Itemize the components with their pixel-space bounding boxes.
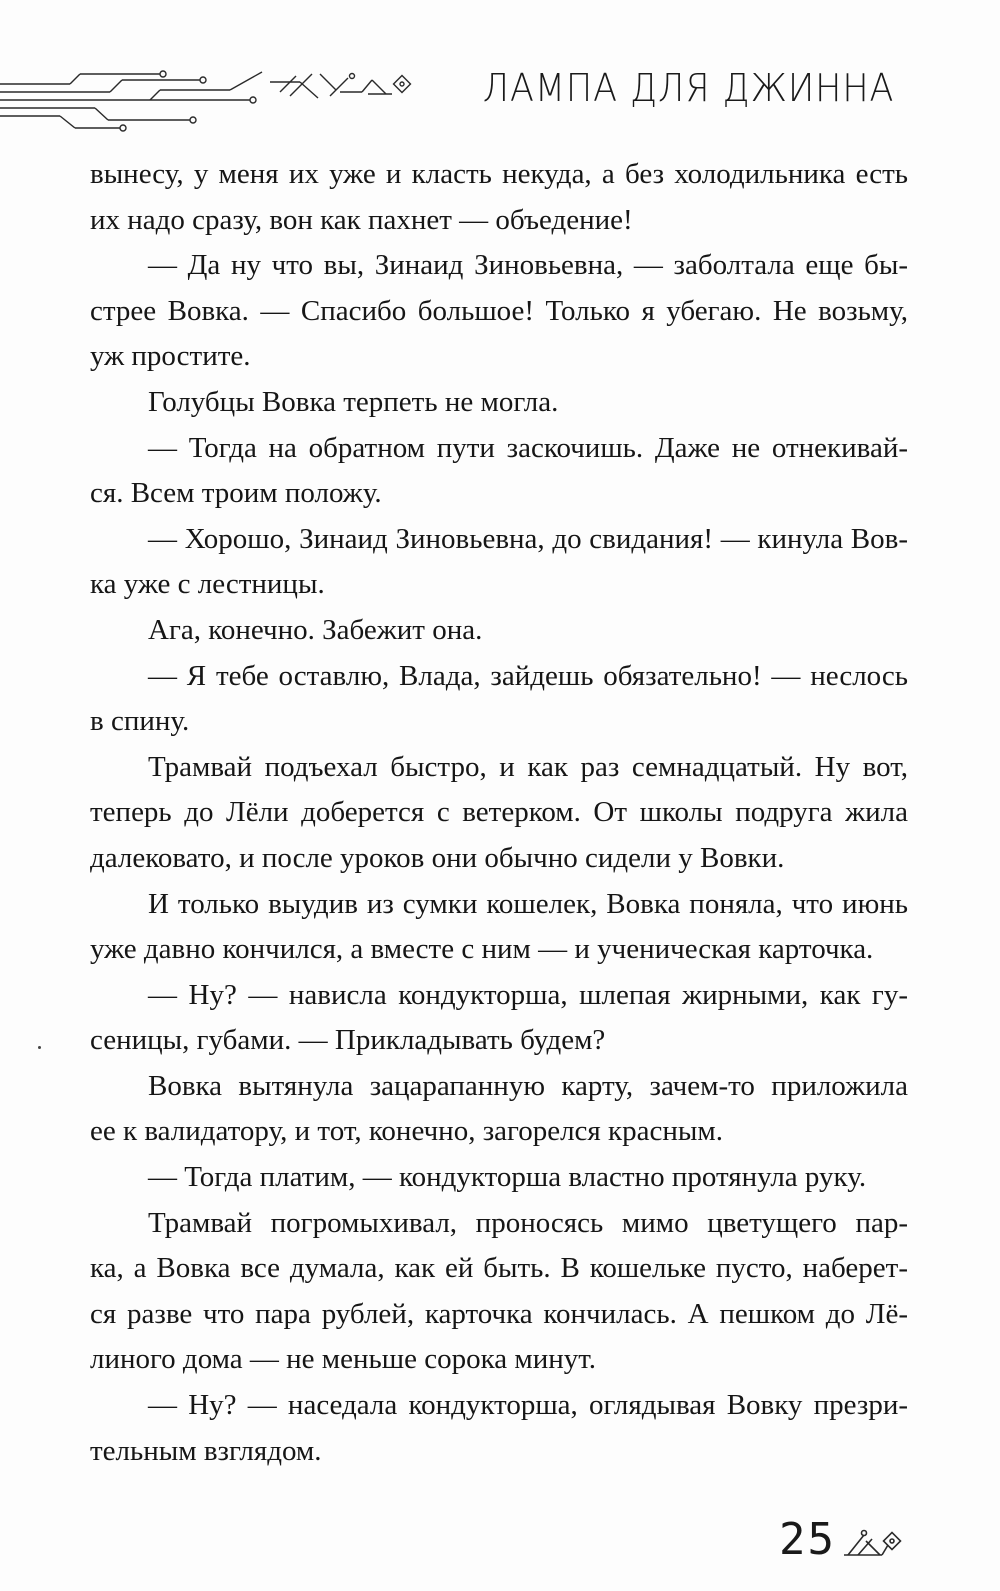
text-line: — Хорошо, Зинаид Зиновьевна, до свидания! — кинула Вов-: [148, 522, 908, 555]
text-line: вынесу, у меня их уже и класть некуда, а без холодильника есть: [90, 158, 908, 190]
text-line: Трамвай подъехал быстро, и как раз семнадцатый. Ну вот,: [148, 750, 908, 783]
page-number: 25: [779, 1513, 836, 1565]
text-line: — Ну? — нависла кондукторша, шлепая жирными, как гу-: [148, 978, 908, 1011]
text-line: ка, а Вовка все думала, как ей быть. В кошельке пусто, наберет-: [90, 1252, 908, 1285]
text-line: линого дома — не меньше сорока минут.: [90, 1343, 596, 1376]
text-line: ка уже с лестницы.: [90, 568, 325, 601]
text-line: уж простите.: [90, 340, 251, 373]
text-line: ся. Всем троим положу.: [90, 477, 382, 510]
text-line: — Да ну что вы, Зинаид Зиновьевна, — заболтала еще бы-: [148, 249, 908, 282]
text-line: Голубцы Вовка терпеть не могла.: [148, 385, 559, 418]
text-line: ся разве что пара рублей, карточка кончилась. А пешком до Лё-: [90, 1297, 908, 1330]
text-line: уже давно кончился, а вместе с ним — и ученическая карточка.: [90, 933, 874, 966]
circuit-diamond-ornament-icon: [842, 1517, 906, 1561]
text-line: тельным взглядом.: [90, 1434, 322, 1467]
text-line: в спину.: [90, 705, 190, 738]
text-line: стрее Вовка. — Спасибо большое! Только я убегаю. Не возьму,: [90, 294, 908, 327]
text-line: их надо сразу, вон как пахнет — объедение!: [90, 203, 633, 236]
page-footer: [779, 1514, 906, 1564]
text-line: далековато, и после уроков они обычно сидели у Вовки.: [90, 841, 785, 874]
text-line: Вовка вытянула зацарапанную карту, зачем-то приложила: [148, 1069, 908, 1102]
text-line: — Ну? — наседала кондукторша, оглядывая Вовку презри-: [148, 1389, 908, 1422]
text-line: Трамвай погромыхивал, проносясь мимо цветущего пар-: [148, 1206, 908, 1239]
running-title: ЛАМПА ДЛЯ ДЖИННА: [482, 66, 894, 110]
text-line: сеницы, губами. — Прикладывать будем?: [90, 1024, 606, 1057]
text-line: ее к валидатору, и тот, конечно, загорелся красным.: [90, 1115, 723, 1148]
print-speck: [38, 1046, 41, 1049]
text-line: Ага, конечно. Забежит она.: [148, 613, 483, 646]
body-text: [90, 152, 908, 1474]
text-line: И только выудив из сумки кошелек, Вовка поняла, что июнь: [148, 887, 908, 920]
text-line: — Я тебе оставлю, Влада, зайдешь обязательно! — неслось: [148, 659, 908, 692]
text-line: теперь до Лёли доберется с ветерком. От школы подруга жила: [90, 796, 908, 829]
text-line: — Тогда на обратном пути заскочишь. Даже не отнекивай-: [148, 431, 908, 464]
circuit-board-ornament-icon: [0, 62, 420, 132]
text-line: — Тогда платим, — кондукторша властно протянула руку.: [148, 1161, 867, 1194]
